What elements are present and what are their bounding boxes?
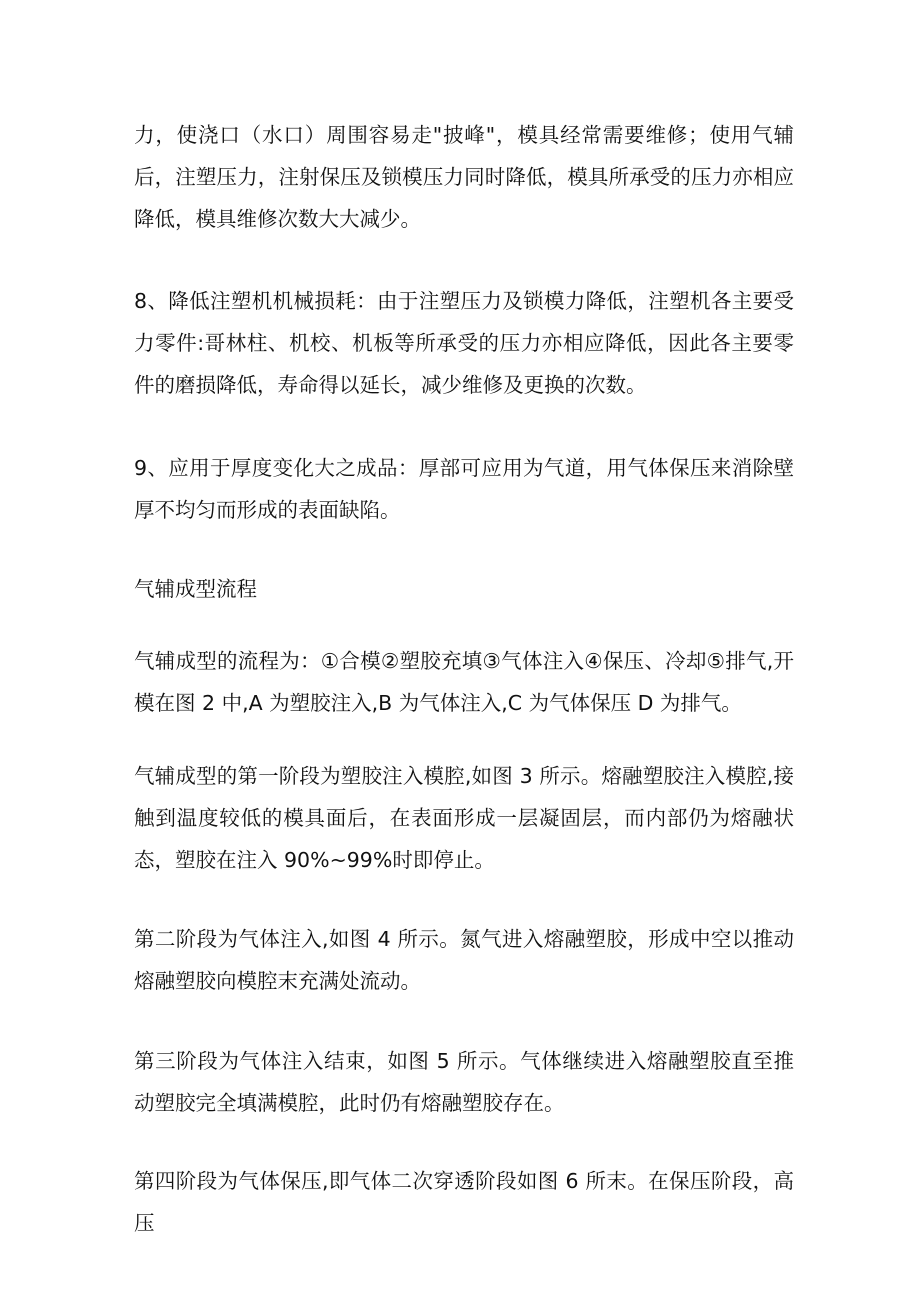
paragraph-item-8: 8、降低注塑机机械损耗：由于注塑压力及锁模力降低，注塑机各主要受力零件:哥林柱、机校、机板等所承受的压力亦相应降低，因此各主要零件的磨损降低，寿命得以延长，减少维修及更换的次数。 [134, 289, 794, 397]
paragraph-process-overview: 气辅成型的流程为：①合模②塑胶充填③气体注入④保压、冷却⑤排气,开模在图 2 中,A 为塑胶注入,B 为气体注入,C 为气体保压 D 为排气。 [134, 649, 794, 715]
paragraph-stage-4: 第四阶段为气体保压,即气体二次穿透阶段如图 6 所末。在保压阶段，高压 [134, 1169, 794, 1235]
paragraph-stage-3: 第三阶段为气体注入结束，如图 5 所示。气体继续进入熔融塑胶直至推动塑胶完全填满模腔，此时仍有熔融塑胶存在。 [134, 1049, 794, 1115]
paragraph-stage-1: 气辅成型的第一阶段为塑胶注入模腔,如图 3 所示。熔融塑胶注入模腔,接触到温度较低的模具面后，在表面形成一层凝固层，而内部仍为熔融状态，塑胶在注入 90%~99%时即停止。 [134, 764, 794, 872]
paragraph-item-9: 9、应用于厚度变化大之成品：厚部可应用为气道，用气体保压来消除壁厚不均匀而形成的表面缺陷。 [134, 456, 794, 522]
paragraph-stage-2: 第二阶段为气体注入,如图 4 所示。氮气进入熔融塑胶，形成中空以推动熔融塑胶向模腔末充满处流动。 [134, 927, 794, 993]
section-heading: 气辅成型流程 [134, 577, 257, 601]
paragraph-mold-maintenance: 力，使浇口（水口）周围容易走"披峰"，模具经常需要维修；使用气辅后，注塑压力，注射保压及锁模压力同时降低，模具所承受的压力亦相应降低，模具维修次数大大减少。 [134, 123, 794, 231]
